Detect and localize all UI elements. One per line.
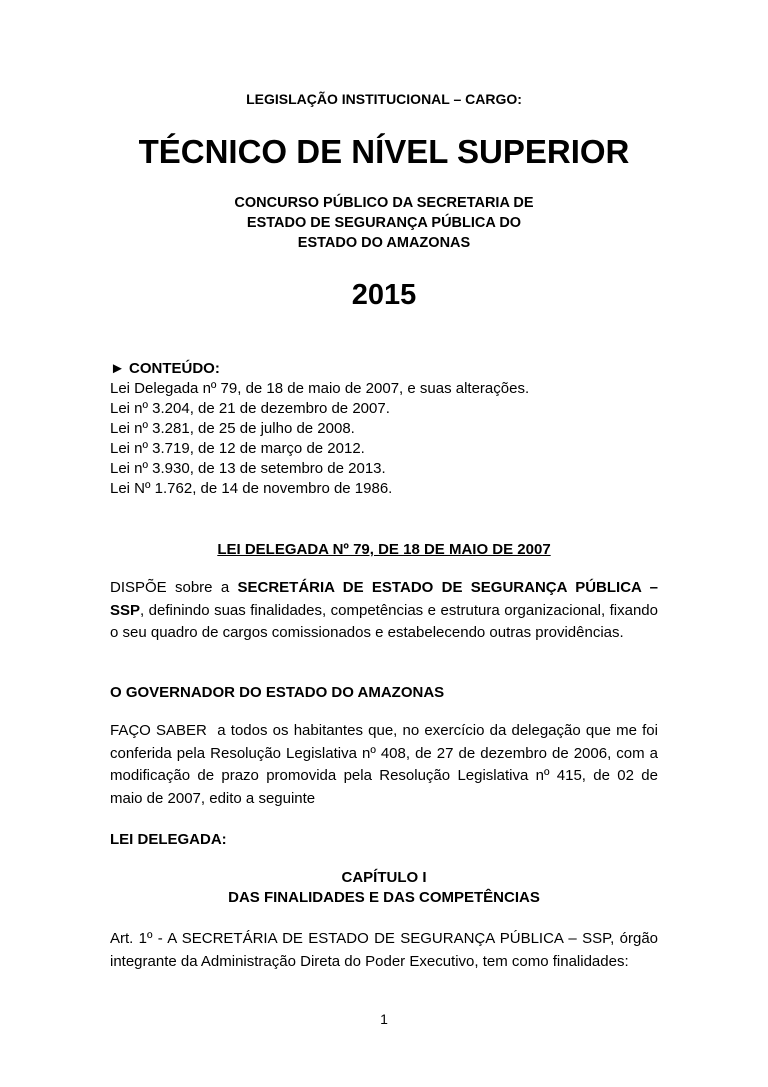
law-title: LEI DELEGADA Nº 79, DE 18 DE MAIO DE 2007	[217, 541, 551, 558]
dispoe-prefix: DISPÕE sobre a	[110, 579, 238, 596]
chapter-number: CAPÍTULO I	[341, 869, 427, 886]
lei-delegada-label: LEI DELEGADA:	[110, 831, 227, 848]
contents-item: Lei Delegada nº 79, de 18 de maio de 2007, e suas alterações.	[110, 380, 530, 397]
faco-saber-paragraph: FAÇO SABER a todos os habitantes que, no exercício da delegação que me foi conferida pela Resolução Legislativa nº 408, de 27 de dezembro de 2006, com a modificação de prazo promovida pela Resolução Legislativa nº 415, de 02 de maio de 2007, edito a seguinte	[110, 722, 663, 807]
contents-heading: ► CONTEÚDO:	[110, 360, 220, 377]
subtitle-line: CONCURSO PÚBLICO DA SECRETARIA DE	[234, 195, 534, 211]
subtitle-line: ESTADO DO AMAZONAS	[297, 235, 471, 251]
governor-heading: O GOVERNADOR DO ESTADO DO AMAZONAS	[110, 684, 445, 701]
contents-item: Lei nº 3.719, de 12 de março de 2012.	[110, 440, 365, 457]
contents-item: Lei Nº 1.762, de 14 de novembro de 1986.	[110, 480, 393, 497]
top-title: LEGISLAÇÃO INSTITUCIONAL – CARGO:	[246, 91, 522, 107]
dispoe-paragraph	[110, 577, 658, 645]
contents-item: Lei nº 3.281, de 25 de julho de 2008.	[110, 420, 355, 437]
year: 2015	[351, 279, 417, 311]
contents-item: Lei nº 3.930, de 13 de setembro de 2013.	[110, 460, 386, 477]
article-1: Art. 1º - A SECRETÁRIA DE ESTADO DE SEGURANÇA PÚBLICA – SSP, órgão integrante da Administração Direta do Poder Executivo, tem como finalidades:	[110, 930, 658, 970]
contents-section	[110, 359, 670, 499]
dispoe-bold: SECRETÁRIA DE ESTADO DE SEGURANÇA PÚBLICA – SSP	[110, 579, 658, 619]
subtitle-line: ESTADO DE SEGURANÇA PÚBLICA DO	[246, 215, 522, 231]
subtitle	[0, 193, 768, 253]
page-number: 1	[380, 1011, 388, 1027]
main-title: TÉCNICO DE NÍVEL SUPERIOR	[138, 133, 630, 170]
dispoe-rest: , definindo suas finalidades, competências e estrutura organizacional, fixando o seu quadro de cargos comissionados e estabelecendo outras providências.	[110, 601, 658, 642]
chapter-title: DAS FINALIDADES E DAS COMPETÊNCIAS	[228, 889, 540, 906]
contents-item: Lei nº 3.204, de 21 de dezembro de 2007.	[110, 400, 390, 417]
